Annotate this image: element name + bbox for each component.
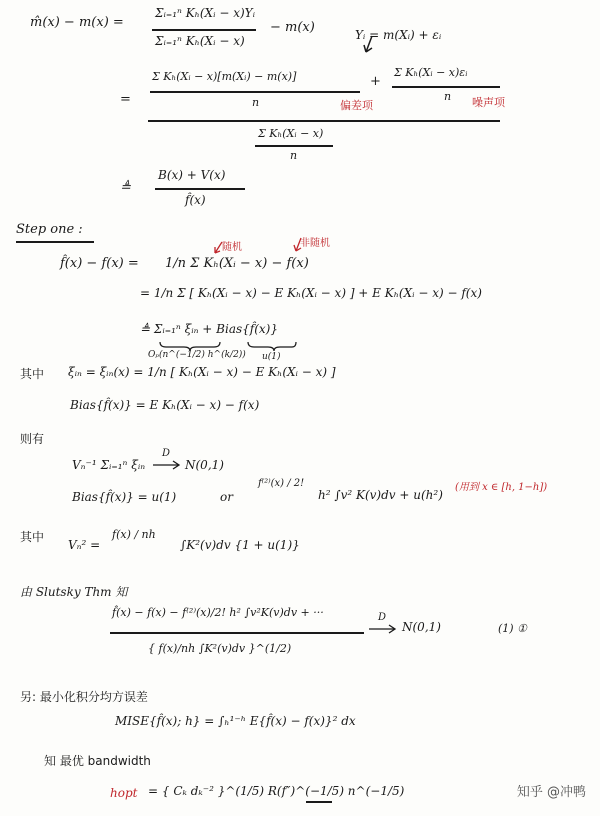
where-label-2: 其中 <box>20 530 45 544</box>
then-label: 则有 <box>20 432 45 446</box>
noise-term-label: 噪声项 <box>472 96 505 109</box>
clt-denominator: { f(x)/nh ∫K²(v)dv }^(1/2) <box>148 642 292 655</box>
arrow-icon <box>212 240 224 256</box>
eq1-minus-m: − m(x) <box>270 20 315 35</box>
eq2-plus: + <box>370 74 381 89</box>
eq1-fraction-bar <box>152 29 256 31</box>
where-label-1: 其中 <box>20 367 45 381</box>
eq1-denominator: Σᵢ₌₁ⁿ Kₕ(Xᵢ − x) <box>155 34 245 48</box>
bias-term-denominator: n <box>252 96 260 109</box>
eq2-main-denominator: Σ Kₕ(Xᵢ − x) <box>258 127 324 140</box>
slutsky-heading: 由 Slutsky Thm 知 <box>20 585 128 599</box>
random-label: 随机 <box>222 242 242 253</box>
hopt-underline <box>306 801 332 803</box>
noise-term-denominator: n <box>444 90 452 103</box>
eq3-defeq: ≜ <box>120 180 131 195</box>
support-note: (用到 x ∈ [h, 1−h]) <box>455 482 548 493</box>
clt2-arrow-label: D <box>378 612 387 623</box>
eq5-decomposition: = 1/n Σ [ Kₕ(Xᵢ − x) − E Kₕ(Xᵢ − x) ] + E Kₕ(Xᵢ − x) − f(x) <box>140 286 482 300</box>
eq2-main-fraction-bar <box>148 120 500 122</box>
bias-order: Bias{f̂(x)} = u(1) <box>72 490 177 504</box>
converge-arrow-icon <box>368 624 398 634</box>
mise-definition: MISE{f̂(x); h} = ∫ₕ¹⁻ʰ E{f̂(x) − f(x)}² dx <box>115 714 356 728</box>
eq4-rhs: 1/n Σ Kₕ(Xᵢ − x) − f(x) <box>165 256 309 271</box>
optimal-bandwidth-heading: 知 最优 bandwidth <box>44 754 151 768</box>
or-label: or <box>220 490 233 504</box>
op-order-label: Oₚ(n^(−1/2) h^(k/2)) <box>148 350 246 360</box>
eq1-lhs: m̂(x) − m(x) = <box>30 15 124 30</box>
bias-definition: Bias{f̂(x)} = E Kₕ(Xᵢ − x) − f(x) <box>70 398 260 412</box>
hopt-label: hopt <box>110 786 138 800</box>
arrow-icon <box>292 236 304 254</box>
arrow-down-icon <box>362 34 376 56</box>
eq2-sub-bar <box>255 145 333 147</box>
eq3-fraction-bar <box>155 188 245 190</box>
clt-rhs: N(0,1) <box>185 458 224 472</box>
converge-arrow-icon <box>152 460 182 470</box>
second-derivative-fraction: f⁽²⁾(x) / 2! <box>258 478 305 489</box>
mise-heading: 另: 最小化积分均方误差 <box>20 690 148 704</box>
hopt-formula: = { Cₖ dₖ⁻² }^(1/5) R(f″)^(−1/5) n^(−1/5) <box>148 784 405 798</box>
clt-lhs: Vₙ⁻¹ Σᵢ₌₁ⁿ ξᵢₙ <box>72 458 146 472</box>
watermark: 知乎 @冲鸭 <box>516 785 586 800</box>
step-one-heading: Step one : <box>16 222 83 237</box>
bias-expansion: h² ∫v² K(v)dv + u(h²) <box>318 488 443 502</box>
eq3-numerator: B(x) + V(x) <box>158 168 226 182</box>
eq3-denominator: f̂(x) <box>185 193 206 207</box>
step-one-underline <box>16 241 94 243</box>
eq2-equals: = <box>120 92 131 107</box>
noise-term-numerator: Σ Kₕ(Xᵢ − x)εᵢ <box>394 66 468 79</box>
model-equation: Yᵢ = m(Xᵢ) + εᵢ <box>355 28 442 42</box>
eq6-sum-bias: ≜ Σᵢ₌₁ⁿ ξᵢₙ + Bias{f̂(x)} <box>140 322 278 336</box>
variance-fraction: f(x) / nh <box>112 528 156 541</box>
eq2-sub-denominator: n <box>290 149 298 162</box>
clt-fraction-bar <box>110 632 364 634</box>
variance-integral: ∫K²(v)dv {1 + u(1)} <box>180 538 300 552</box>
clt2-rhs: N(0,1) <box>402 620 441 634</box>
variance-lhs: Vₙ² = <box>68 538 101 552</box>
nonrandom-label: 非随机 <box>300 238 330 249</box>
xi-definition: ξᵢₙ = ξᵢₙ(x) = 1/n [ Kₕ(Xᵢ − x) − E Kₕ(Xᵢ − x) ] <box>68 365 336 379</box>
bias-term-numerator: Σ Kₕ(Xᵢ − x)[m(Xᵢ) − m(x)] <box>152 70 297 83</box>
bias-term-bar <box>150 91 360 93</box>
equation-number: (1) ① <box>498 622 527 635</box>
u1-label: u(1) <box>262 352 281 362</box>
bias-term-label: 偏差项 <box>340 99 373 112</box>
clt-arrow-label: D <box>162 448 171 459</box>
noise-term-bar <box>392 86 500 88</box>
eq4-lhs: f̂(x) − f(x) = <box>60 256 139 271</box>
clt-numerator: f̂(x) − f(x) − f⁽²⁾(x)/2! h² ∫v²K(v)dv + ··· <box>112 606 324 619</box>
eq1-numerator: Σᵢ₌₁ⁿ Kₕ(Xᵢ − x)Yᵢ <box>155 6 255 20</box>
